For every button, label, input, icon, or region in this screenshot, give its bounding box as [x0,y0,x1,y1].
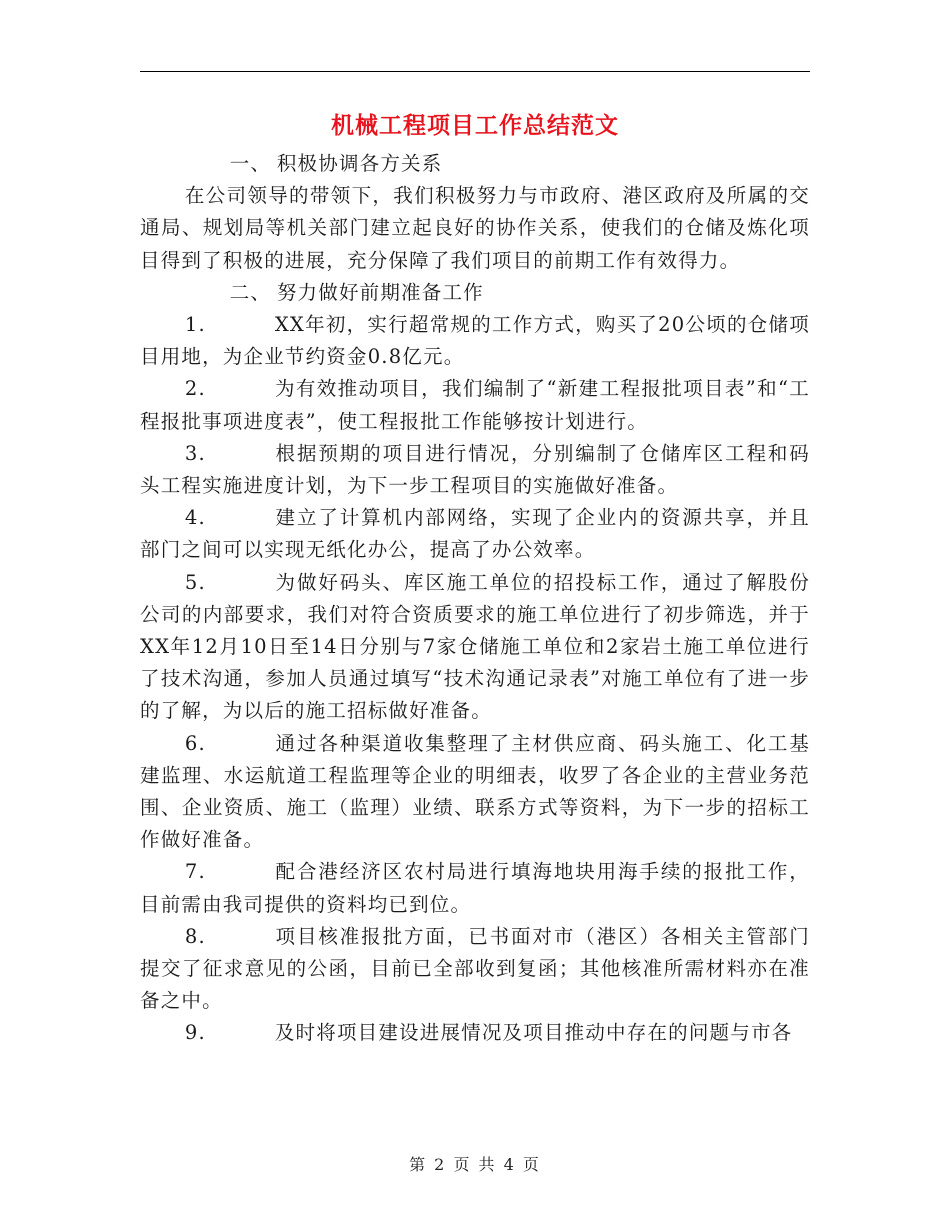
document-body [140,148,810,1050]
item-number: 7. [184,860,206,884]
list-item [140,309,810,373]
section-heading-1 [140,148,810,180]
list-item [140,373,810,437]
section-number: 一、 [229,152,272,175]
section-number: 二、 [229,280,272,304]
header-rule [140,71,810,72]
item-text: XX年初，实行超常规的工作方式，购买了20公顷的仓储项目用地，为企业节约资金0.8亿元。 [140,313,810,369]
list-item [140,921,810,1018]
item-number: 3. [184,441,206,465]
list-item [140,567,810,728]
item-text: 项目核准报批方面，已书面对市（港区）各相关主管部门提交了征求意见的公函，目前已全部收到复函；其他核准所需材料亦在准备之中。 [140,924,810,1013]
section-title: 积极协调各方关系 [276,152,443,175]
item-number: 4. [184,506,206,530]
section-heading-2 [140,277,810,309]
list-item [140,728,810,857]
item-text: 为有效推动项目，我们编制了“新建工程报批项目表”和“工程报批事项进度表”，使工程报批工作能够按计划进行。 [140,377,810,433]
item-text: 及时将项目建设进展情况及项目推动中存在的问题与市各 [274,1021,793,1045]
intro-paragraph: 在公司领导的带领下，我们积极努力与市政府、港区政府及所属的交通局、规划局等机关部门建立起良好的协作关系，使我们的仓储及炼化项目得到了积极的进展，充分保障了我们项目的前期工作有效得力。 [140,184,810,272]
item-number: 1. [184,313,206,337]
list-item [140,438,810,502]
item-number: 6. [184,731,206,755]
item-text: 通过各种渠道收集整理了主材供应商、码头施工、化工基建监理、水运航道工程监理等企业的明细表，收罗了各企业的主营业务范围、企业资质、施工（监理）业绩、联系方式等资料，为下一步的招标工作做好准备。 [140,731,810,852]
item-text: 配合港经济区农村局进行填海地块用海手续的报批工作，目前需由我司提供的资料均已到位。 [140,860,810,916]
document-title: 机械工程项目工作总结范文 [331,113,619,139]
section-title: 努力做好前期准备工作 [276,280,484,304]
item-number: 2. [184,377,206,401]
list-item [140,1017,810,1049]
item-text: 建立了计算机内部网络，实现了企业内的资源共享，并且部门之间可以实现无纸化办公，提高了办公效率。 [140,506,810,562]
item-number: 9. [184,1021,206,1045]
list-item [140,502,810,566]
item-text: 根据预期的项目进行情况，分别编制了仓储库区工程和码头工程实施进度计划，为下一步工程项目的实施做好准备。 [140,441,810,498]
item-number: 8. [184,924,206,948]
item-number: 5. [184,570,206,594]
page-footer: 第 2 页 共 4 页 [409,1155,541,1174]
item-text: 为做好码头、库区施工单位的招投标工作，通过了解股份公司的内部要求，我们对符合资质要求的施工单位进行了初步筛选，并于XX年12月10日至14日分别与7家仓储施工单位和2家岩土施工单位进行了技术沟通，参加人员通过填写“技术沟通记录表”对施工单位有了进一步的了解，为以后的施工招标做好准备。 [140,570,810,723]
list-item [140,856,810,920]
